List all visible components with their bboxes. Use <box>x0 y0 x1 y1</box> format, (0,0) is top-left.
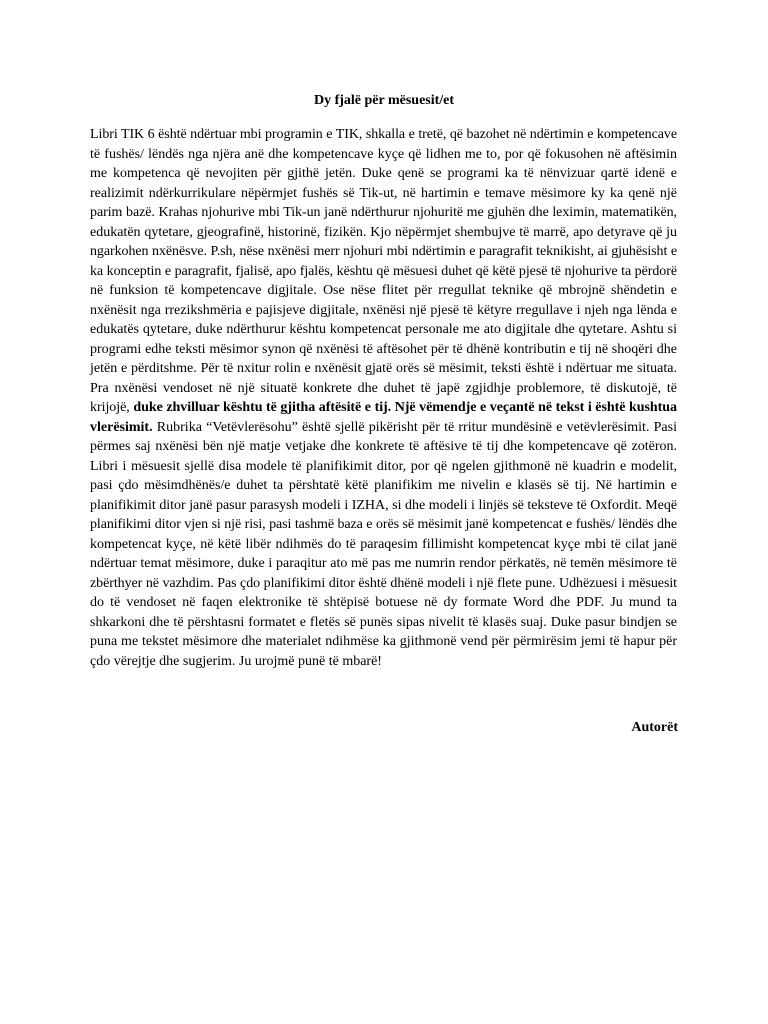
body-line: Pra nxënësi vendoset në një situatë konkrete dhe duhet të japë zgjidhje problemore, të diskutojë, të <box>90 380 677 396</box>
body-line: planifikimit ditor janë pasur parasysh modeli i IZHA, si dhe modeli i linjës së teksteve të Oxfordit. Meqë <box>90 497 677 513</box>
body-line: krijojë, duke zhvilluar kështu të gjitha aftësitë e tij. Një vëmendje e veçantë në tekst i është kushtua <box>90 400 677 415</box>
body-line: nxënësit nga rrezikshmëria e pajisjeve digjitale, nxënësi një pjesë të këtyre rregullave i njeh nga lënda e <box>90 302 677 318</box>
body-line-last: çdo vërejtje dhe sugjerim. Ju urojmë punë të mbarë! <box>90 653 382 669</box>
signature: Autorët <box>631 720 678 735</box>
body-line: zbërthyer në vazhdim. Pas çdo planifikimi ditor është dhënë modeli i një flete pune. Udhëzuesi i mësuesit <box>90 575 677 591</box>
bold-emphasis: duke zhvilluar kështu të gjitha aftësitë e tij. Një vëmendje e veçantë në tekst i është kushtua <box>133 400 677 415</box>
body-line: realizimit ndërkurrikulare nëpërmjet fushës së Tik-ut, në hartimin e temave mësimore ky ka qenë një <box>90 185 677 201</box>
bold-emphasis: vlerësimit. <box>90 419 153 435</box>
document-title: Dy fjalë për mësuesit/et <box>313 93 455 108</box>
body-line: programi edhe teksti mësimor synon që nxënësi të aftësohet për të dhënë kontributin e tij në shoqëri dhe <box>90 341 677 357</box>
body-line: shkarkoni dhe të përshtasni formatet e fletës së punës sipas nivelit të klasës suaj. Duke pasur bindjen se <box>90 614 677 630</box>
body-line: përmes saj nxënësi bën një matje vetjake dhe konkrete të aftësive të tij dhe kompetencave që zotëron. <box>90 439 677 454</box>
body-line: Libri i mësuesit sjellë disa modele të planifikimit ditor, por që ngelen gjithmonë në kuadrin e modelit, <box>90 458 677 474</box>
body-line: planifikimi ditor vjen si një risi, pasi tashmë baza e orës së mësimit janë kompetencat e fushës/ lëndës dhe <box>90 517 677 532</box>
body-line: do të vendoset në faqen elektronike të shtëpisë botuese në dy formate Word dhe PDF. Ju mund ta <box>90 595 677 610</box>
body-line: në funksion të kompetencave digjitale. Ose nëse flitet për rregullat teknike që mbrojnë shëndetin e <box>90 283 677 298</box>
body-line: kompetencat kyçe, në këtë libër ndihmës do të paraqesim fillimisht kompetencat kyçe mbi të cilat janë <box>90 536 677 552</box>
body-line: me kompetenca që nevojiten për gjithë jetën. Duke qenë se programi ka të nënvizuar qartë idenë e <box>90 166 677 181</box>
body-line: jetën e përditshme. Për të nxitur rolin e nxënësit gjatë orës së mësimit, teksti është i ndërtuar me situata. <box>90 361 677 376</box>
body-line: pasi çdo mësimdhënës/e duhet ta përshtatë këtë planifikim me nivelin e klasës së tij. Në hartimin e <box>90 478 677 493</box>
body-line: Libri TIK 6 është ndërtuar mbi programin e TIK, shkalla e tretë, që bazohet në ndërtimin e kompetencave <box>90 127 677 142</box>
document-body <box>90 125 677 671</box>
body-line: ndërtuar temat mësimore, duke i paraqitur ato më pas me numrin rendor përkatës, në temën mësimore të <box>90 556 677 571</box>
body-line: vlerësimit. Rubrika “Vetëvlerësohu” është sjellë pikërisht për të rritur mundësinë e vetëvlerësimit. Pasi <box>90 419 677 435</box>
body-line: edukatën qytetare, gjeografinë, historinë, fizikën. Kjo nëpërmjet shembujve të marrë, apo detyrave që ju <box>90 224 677 240</box>
body-line: puna me tekstet mësimore dhe materialet ndihmëse ka gjithmonë vend për përmirësim jemi të hapur për <box>90 634 677 649</box>
body-line: edukatës qytetare, duke ndërthurur kështu kompetencat personale me ato digjitale dhe qytetare. Ashtu si <box>90 322 677 337</box>
body-line: parim bazë. Krahas njohurive mbi Tik-un janë ndërthurur njohuritë me gjuhën dhe leximin, matematikën, <box>90 205 677 220</box>
body-line: ka konceptin e paragrafit, fjalisë, apo fjalës, kështu që mësuesi duhet që këtë pjesë të njohurive ta përdorë <box>90 263 677 279</box>
body-line: të fushës/ lëndës nga njëra anë dhe kompetencave kyçe që lidhen me to, por që fokusohen në aftësimin <box>90 146 677 162</box>
body-line: ngarkohen nxënësve. P.sh, nëse nxënësi merr njohuri mbi ndërtimin e paragrafit teknikisht, ai gjuhësisht e <box>90 244 677 259</box>
